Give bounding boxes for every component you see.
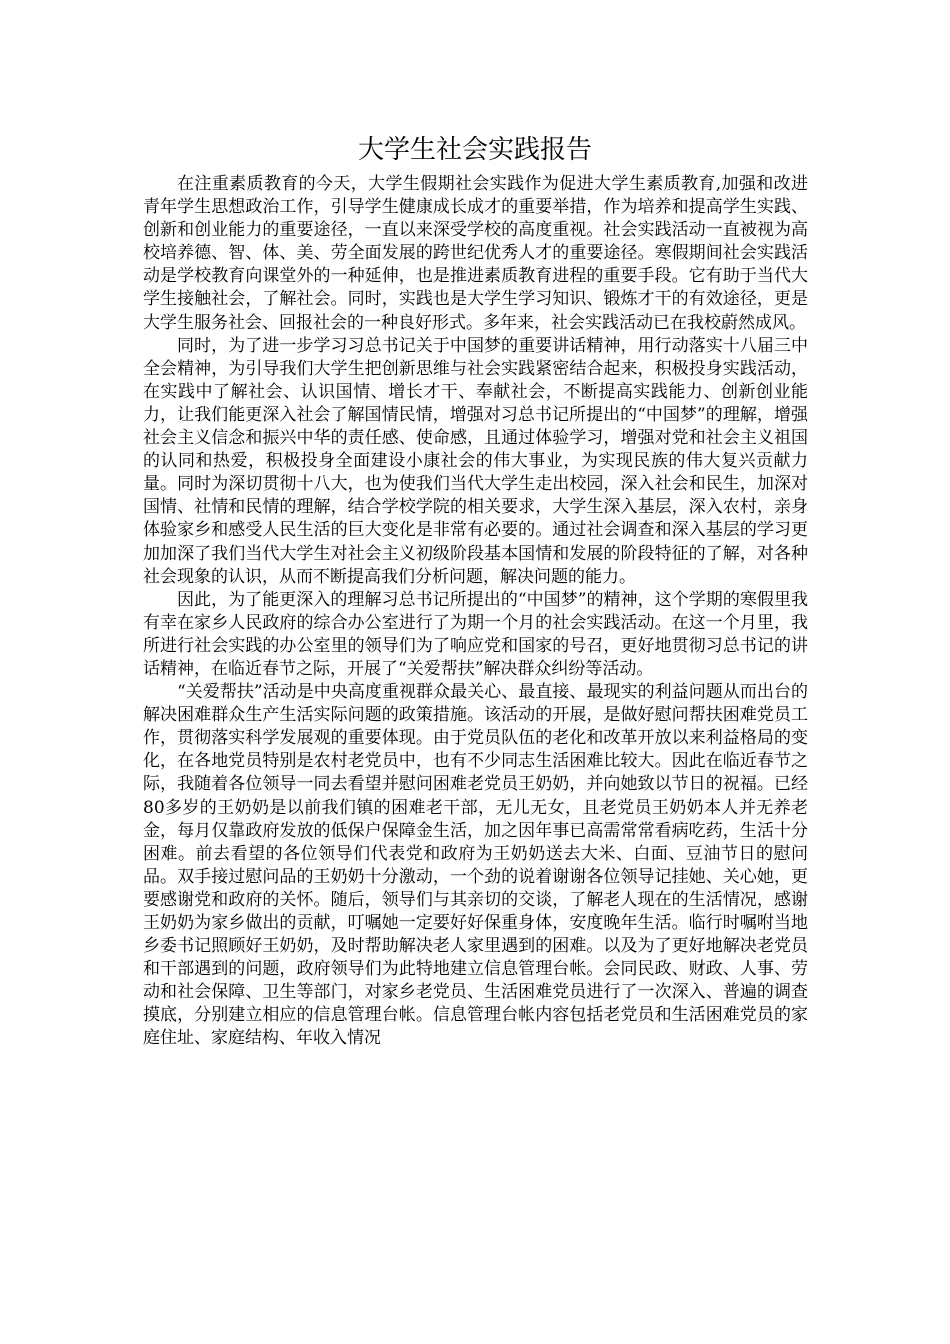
paragraph-4: “关爱帮扶”活动是中央高度重视群众最关心、最直接、最现实的利益问题从而出台的解决困难群众生产生活实际问题的政策措施。该活动的开展，是做好慰问帮扶困难党员工作，贯彻落实科学发展观的重要体现。由于党员队伍的老化和改革开放以来利益格局的变化，在各地党员特别是农村老党员中，也有不少同志生活困难比较大。因此在临近春节之际，我随着各位领导一同去看望并慰问困难老党员王奶奶，并向她致以节日的祝福。已经80多岁的王奶奶是以前我们镇的困难老干部，无儿无女，且老党员王奶奶本人并无养老金，每月仅靠政府发放的低保户保障金生活，加之因年事已高需常常看病吃药，生活十分困难。前去看望的各位领导们代表党和政府为王奶奶送去大米、白面、豆油节日的慰问品。双手接过慰问品的王奶奶十分激动，一个劲的说着谢谢各位领导记挂她、关心她，更要感谢党和政府的关怀。随后，领导们与其亲切的交谈，了解老人现在的生活情况，感谢王奶奶为家乡做出的贡献，叮嘱她一定要好好保重身体，安度晚年生活。临行时嘱咐当地乡委书记照顾好王奶奶，及时帮助解决老人家里遇到的困难。以及为了更好地解决老党员和干部遇到的问题，政府领导们为此特地建立信息管理台帐。会同民政、财政、人事、劳动和社会保障、卫生等部门，对家乡老党员、生活困难党员进行了一次深入、普遍的调查摸底，分别建立相应的信息管理台帐。信息管理台帐内容包括老党员和生活困难党员的家庭住址、家庭结构、年收入情况 <box>143 682 808 1049</box>
document-title: 大学生社会实践报告 <box>357 135 592 165</box>
paragraph-3: 因此，为了能更深入的理解习总书记所提出的“中国梦”的精神，这个学期的寒假里我有幸在家乡人民政府的综合办公室进行了为期一个月的社会实践活动。在这一个月里，我所进行社会实践的办公室里的领导们为了响应党和国家的号召，更好地贯彻习总书记的讲话精神，在临近春节之际，开展了“关爱帮扶”解决群众纠纷等活动。 <box>143 589 808 679</box>
document-body <box>143 173 808 1051</box>
paragraph-1: 在注重素质教育的今天，大学生假期社会实践作为促进大学生素质教育,加强和改进青年学生思想政治工作，引导学生健康成长成才的重要举措，作为培养和提高学生实践、创新和创业能力的重要途径，一直以来深受学校的高度重视。社会实践活动一直被视为高校培养德、智、体、美、劳全面发展的跨世纪优秀人才的重要途径。寒假期间社会实践活动是学校教育向课堂外的一种延伸，也是推进素质教育进程的重要手段。它有助于当代大学生接触社会，了解社会。同时，实践也是大学生学习知识、锻炼才干的有效途径，更是大学生服务社会、回报社会的一种良好形式。多年来，社会实践活动已在我校蔚然成风。 <box>143 174 808 333</box>
paragraph-2: 同时，为了进一步学习习总书记关于中国梦的重要讲话精神，用行动落实十八届三中全会精神，为引导我们大学生把创新思维与社会实践紧密结合起来，积极投身实践活动，在实践中了解社会、认识国情、增长才干、奉献社会，不断提高实践能力、创新创业能力，让我们能更深入社会了解国情民情，增强对习总书记所提出的“中国梦”的理解，增强社会主义信念和振兴中华的责任感、使命感，且通过体验学习，增强对党和社会主义祖国的认同和热爱，积极投身全面建设小康社会的伟大事业，为实现民族的伟大复兴贡献力量。同时为深切贯彻十八大，也为使我们当代大学生走出校园，深入社会和民生，加深对国情、社情和民情的理解，结合学校学院的相关要求，大学生深入基层，深入农村，亲身体验家乡和感受人民生活的巨大变化是非常有必要的。通过社会调查和深入基层的学习更加加深了我们当代大学生对社会主义初级阶段基本国情和发展的阶段特征的了解，对各种社会现象的认识，从而不断提高我们分析问题，解决问题的能力。 <box>143 335 808 587</box>
